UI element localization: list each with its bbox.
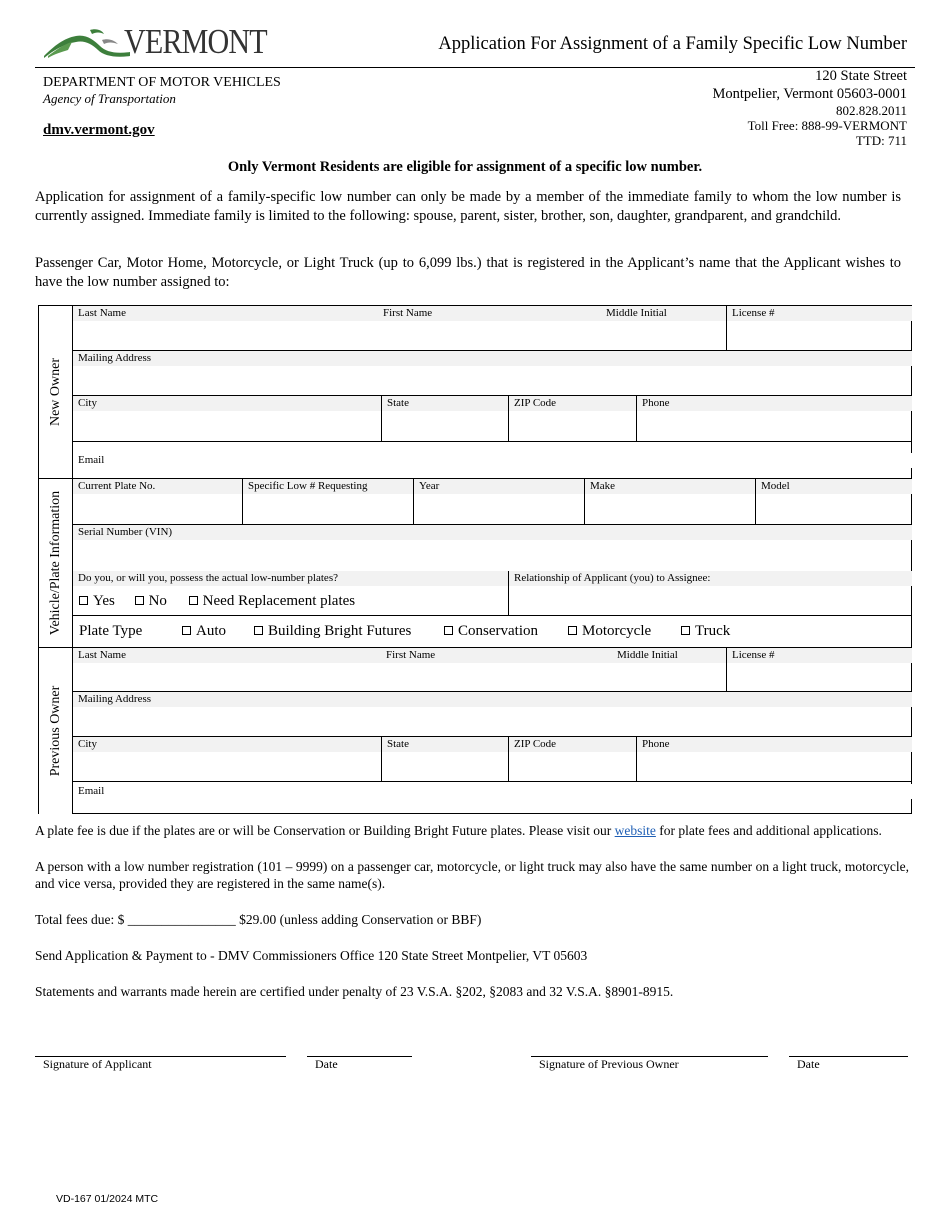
relationship-field[interactable] (509, 571, 912, 616)
statement-text: Statements and warrants made herein are certified under penalty of 23 V.S.A. §202, §2083 and 32 V.S.A. §8901-8915. (35, 984, 674, 999)
state-label: State (382, 396, 508, 411)
middle-initial-label: Middle Initial (606, 307, 667, 319)
vermont-logo-text: VERMONT (124, 22, 267, 61)
model-field[interactable] (756, 479, 912, 525)
motorcycle-checkbox[interactable] (568, 626, 577, 635)
truck-checkbox[interactable] (681, 626, 690, 635)
auto-checkbox[interactable] (182, 626, 191, 635)
year-label: Year (414, 479, 584, 494)
previous-owner-signature-label: Signature of Previous Owner (539, 1057, 679, 1071)
new-owner-license-field[interactable] (727, 306, 912, 351)
prev-last-name-label: Last Name (78, 649, 126, 661)
contact-block (713, 67, 907, 148)
auto-label: Auto (196, 623, 226, 639)
fee-text-after: for plate fees and additional applications. (655, 823, 882, 838)
prev-email-label: Email (73, 784, 912, 799)
no-checkbox[interactable] (135, 596, 144, 605)
replacement-label: Need Replacement plates (202, 593, 356, 609)
previous-owner-city-field[interactable] (73, 737, 382, 782)
prev-license-label: License # (727, 648, 912, 663)
new-owner-name-field[interactable] (73, 306, 727, 351)
phone-label: Phone (637, 396, 912, 411)
mailing-address-label: Mailing Address (73, 351, 912, 366)
conservation-label: Conservation (458, 623, 538, 639)
prev-mailing-address-label: Mailing Address (73, 692, 912, 707)
section-label-new-owner: New Owner (47, 357, 63, 427)
make-field[interactable] (585, 479, 756, 525)
send-to-text: Send Application & Payment to - DMV Commissioners Office 120 State Street Montpelier, VT 05603 (35, 948, 588, 963)
serial-number-field[interactable] (73, 525, 912, 571)
section-previous-owner (39, 648, 73, 814)
toll-free-number: Toll Free: 888-99-VERMONT (747, 118, 907, 133)
new-owner-mailing-address-field[interactable] (73, 351, 912, 396)
section-vehicle-plate (39, 479, 73, 648)
yes-option[interactable] (79, 593, 115, 609)
agency-name: Agency of Transportation (43, 91, 176, 106)
plate-type-row (73, 616, 912, 648)
previous-owner-date-label: Date (797, 1057, 820, 1071)
vehicle-paragraph: Passenger Car, Motor Home, Motorcycle, or Light Truck (up to 6,099 lbs.) that is registered in the Applicant’s name that the Applicant wishes to have the low number assigned to: (35, 255, 901, 290)
previous-owner-mailing-address-field[interactable] (73, 692, 912, 737)
name-labels (73, 306, 726, 321)
license-label: License # (727, 306, 912, 321)
conservation-checkbox[interactable] (444, 626, 453, 635)
no-option[interactable] (135, 593, 167, 609)
replacement-option[interactable] (189, 593, 355, 609)
replacement-checkbox[interactable] (189, 596, 198, 605)
serial-label: Serial Number (VIN) (73, 525, 912, 540)
address-line-2: Montpelier, Vermont 05603-0001 (712, 86, 907, 102)
application-form (38, 305, 912, 814)
address-line-1: 120 State Street (815, 68, 907, 84)
website-link[interactable]: dmv.vermont.gov (43, 122, 155, 138)
current-plate-label: Current Plate No. (73, 479, 242, 494)
prev-name-labels (73, 648, 726, 663)
plate-type-conservation[interactable] (444, 623, 538, 640)
total-fees-text: Total fees due: $ ________________ $29.00 (unless adding Conservation or BBF) (35, 912, 482, 927)
previous-owner-zip-field[interactable] (509, 737, 637, 782)
new-owner-email-field[interactable] (73, 442, 912, 479)
residency-notice: Only Vermont Residents are eligible for assignment of a specific low number. (227, 159, 703, 175)
section-new-owner (39, 306, 73, 479)
section-label-previous-owner: Previous Owner (47, 685, 63, 777)
previous-owner-name-field[interactable] (73, 648, 727, 692)
form-title: Application For Assignment of a Family Specific Low Number (438, 34, 907, 54)
previous-owner-state-field[interactable] (382, 737, 509, 782)
prev-state-label: State (382, 737, 508, 752)
possess-options (79, 593, 355, 610)
possess-plates-field (73, 571, 509, 616)
relationship-label: Relationship of Applicant (you) to Assignee: (509, 571, 912, 586)
previous-owner-license-field[interactable] (727, 648, 912, 692)
plate-type-auto[interactable] (182, 623, 226, 640)
plate-type-motorcycle[interactable] (568, 623, 651, 640)
no-label: No (148, 593, 167, 609)
motorcycle-label: Motorcycle (582, 623, 652, 639)
new-owner-city-field[interactable] (73, 396, 382, 442)
applicant-signature-label: Signature of Applicant (43, 1057, 152, 1071)
possess-question-label: Do you, or will you, possess the actual low-number plates? (73, 571, 508, 586)
truck-label: Truck (695, 623, 731, 639)
prev-first-name-label: First Name (386, 649, 436, 661)
applicant-date-label: Date (315, 1057, 338, 1071)
first-name-label: First Name (383, 307, 433, 319)
plate-fee-text (35, 822, 909, 839)
zip-label: ZIP Code (509, 396, 636, 411)
specific-low-number-field[interactable] (243, 479, 414, 525)
plate-type-truck[interactable] (681, 623, 730, 640)
previous-owner-phone-field[interactable] (637, 737, 912, 782)
email-label: Email (73, 453, 912, 468)
specific-low-label: Specific Low # Requesting (243, 479, 413, 494)
bbf-label: Building Bright Futures (268, 623, 412, 639)
fee-text-before: A plate fee is due if the plates are or will be Conservation or Building Bright Future plates. Please visit our (35, 823, 615, 838)
new-owner-state-field[interactable] (382, 396, 509, 442)
bbf-checkbox[interactable] (254, 626, 263, 635)
year-field[interactable] (414, 479, 585, 525)
city-label: City (73, 396, 381, 411)
form-code: VD-167 01/2024 MTC (56, 1193, 159, 1205)
intro-paragraph: Application for assignment of a family-specific low number can only be made by a member of the immediate family to whom the low number is currently assigned. Immediate family is limited to the following: spouse, parent, sister, brother, son, daughter, grandparent, and grandchild. (35, 189, 901, 224)
low-number-text: A person with a low number registration (101 – 9999) on a passenger car, motorcycle, or light truck may also have the same number on a light truck, motorcycle, and vice versa, provided they are registered in the same name(s). (35, 859, 909, 891)
last-name-label: Last Name (78, 307, 126, 319)
fee-website-link[interactable]: website (614, 823, 656, 838)
prev-middle-initial-label: Middle Initial (617, 649, 678, 661)
new-owner-phone-field[interactable] (637, 396, 912, 442)
model-label: Model (756, 479, 912, 494)
current-plate-field[interactable] (73, 479, 243, 525)
phone-number: 802.828.2011 (835, 103, 907, 118)
department-name: DEPARTMENT OF MOTOR VEHICLES (43, 75, 281, 90)
yes-checkbox[interactable] (79, 596, 88, 605)
section-label-vehicle: Vehicle/Plate Information (47, 490, 63, 636)
plate-type-bbf[interactable] (254, 623, 411, 640)
prev-city-label: City (73, 737, 381, 752)
yes-label: Yes (93, 593, 115, 609)
plate-type-label: Plate Type (79, 623, 143, 639)
vermont-logo-mountains-icon (42, 26, 132, 60)
prev-zip-label: ZIP Code (509, 737, 636, 752)
new-owner-zip-field[interactable] (509, 396, 637, 442)
prev-phone-label: Phone (637, 737, 912, 752)
previous-owner-email-field[interactable] (73, 782, 912, 814)
ttd-number: TTD: 711 (855, 133, 907, 148)
make-label: Make (585, 479, 755, 494)
